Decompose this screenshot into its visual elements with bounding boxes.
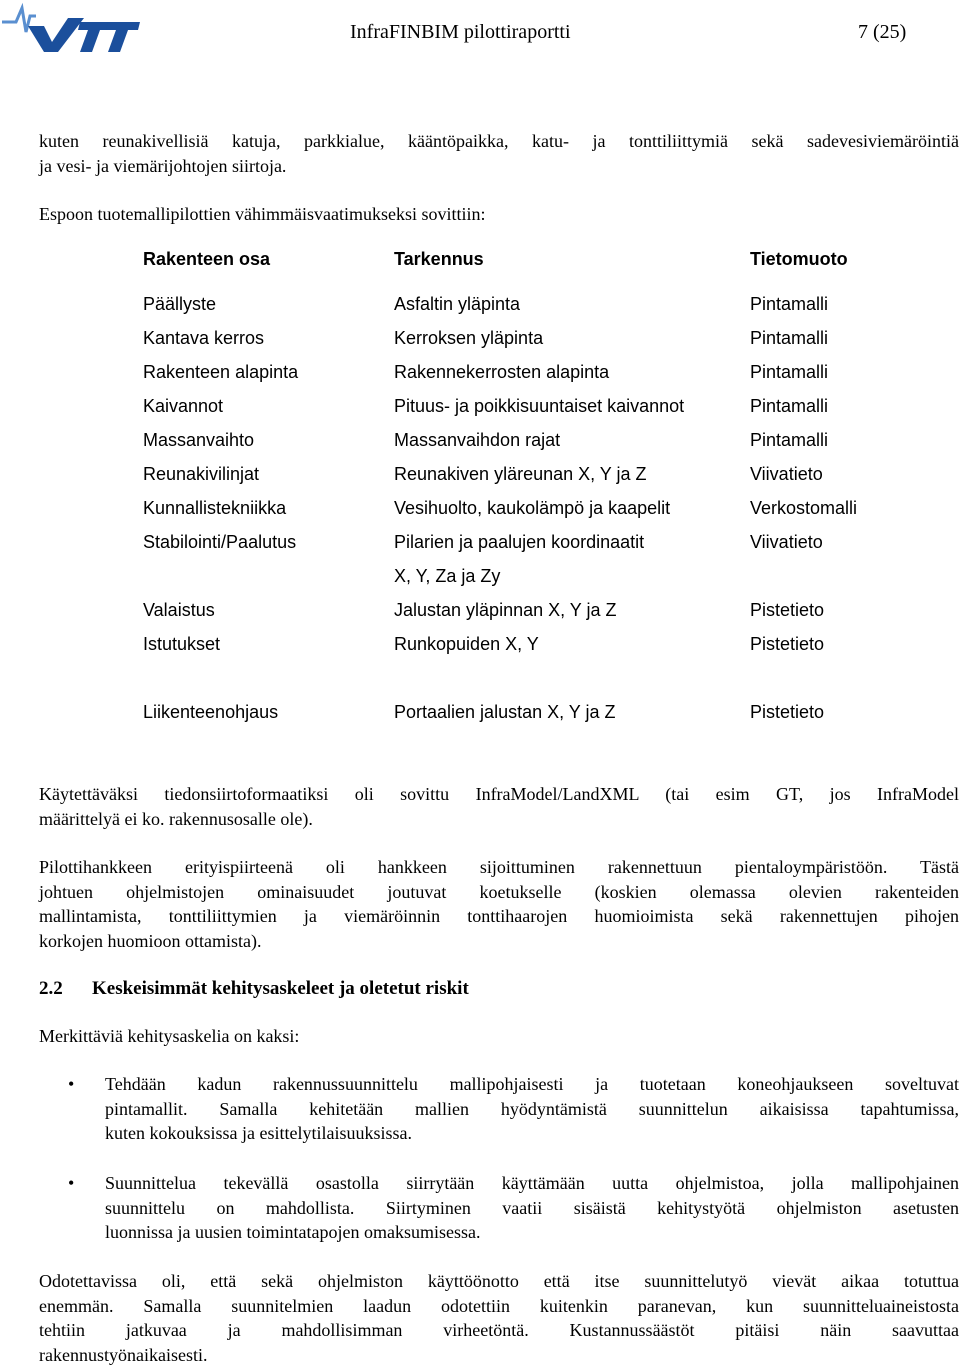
table-cell: Pistetieto [750,702,825,722]
bullet-item-2 [105,1171,959,1245]
bullet-2-line-1: Suunnittelua tekevällä osastolla siirrytään käyttämään uutta ohjelmistoa, jolla mallipohjainen [105,1173,959,1193]
table-cell: Runkopuiden X, Y [394,634,539,654]
table-cell: Rakenteen alapinta [143,362,299,382]
table-cell: Viivatieto [750,464,823,484]
table-cell: Pintamalli [750,328,829,348]
table-cell: Valaistus [143,600,215,620]
table-cell: Reunakivilinjat [143,464,260,484]
pilot-line-3: mallintamista, tonttiliittymien ja viemäröinnin tonttihaarojen huomioimista sekä rakennettujen pihojen [39,906,959,927]
table-cell: Kerroksen yläpinta [394,328,544,348]
format-line-2: määrittelyä ei ko. rakennusosalle ole). [39,808,313,829]
table-cell: Pilarien ja paalujen koordinaatit [394,532,645,552]
logo-t2 [106,22,140,52]
table-header-part: Rakenteen osa [143,249,271,269]
vtt-logo [0,0,145,60]
page-number: 7 (25) [858,21,907,43]
pilot-line-2: johtuen ohjelmistojen ominaisuudet joutuvat koetukselle (koskien olemassa olevien rakenteiden [39,881,959,902]
intro-line-2: ja vesi- ja viemärijohtojen siirtoja. [39,155,287,176]
intro-paragraph [39,129,959,178]
bullet-item-1 [105,1072,959,1146]
expect-line-4: rakennustyönaikaisesti. [39,1344,208,1365]
table-cell: Asfaltin yläpinta [394,294,521,314]
table-cell: Verkostomalli [750,498,858,518]
table-cell: Pintamalli [750,396,829,416]
bullet-icon: • [68,1173,75,1193]
pilot-line-1: Pilottihankkeen erityispiirteenä oli hankkeen sijoittuminen rakennettuun pientaloympäristöön. Tästä [39,857,959,877]
table-cell: Kaivannot [143,396,224,416]
table-cell: Reunakiven yläreunan X, Y ja Z [394,464,647,484]
section-title: Keskeisimmät kehitysaskeleet ja oletetut riskit [92,978,469,999]
table-cell: Portaalien jalustan X, Y ja Z [394,702,616,722]
pilot-line-4: korkojen huomioon ottamista). [39,930,262,951]
pilot-paragraph [39,855,959,953]
table-cell: Pituus- ja poikkisuuntaiset kaivannot [394,396,685,416]
table-cell: X, Y, Za ja Zy [394,566,501,586]
bullet-2-line-3: luonnissa ja uusien toimintatapojen omaksumisessa. [105,1222,481,1243]
expectation-paragraph [39,1269,959,1367]
table-header-format: Tietomuoto [750,249,848,269]
table-lead: Espoon tuotemallipilottien vähimmäisvaatimukseksi sovittiin: [39,204,486,224]
expect-line-1: Odotettavissa oli, että sekä ohjelmiston käyttöönotto että itse suunnittelutyö vievät aikaa totuttua [39,1271,959,1291]
table-cell: Pintamalli [750,294,829,314]
format-line-1: Käytettäväksi tiedonsiirtoformaatiksi oli sovittu InfraModel/LandXML (tai esim GT, jos InfraModel [39,784,959,804]
report-title: InfraFINBIM pilottiraportti [350,21,571,43]
table-cell: Pintamalli [750,362,829,382]
table-cell: Rakennekerrosten alapinta [394,362,610,382]
table-cell: Päällyste [143,294,217,314]
format-paragraph [39,782,959,831]
section-number: 2.2 [39,978,63,999]
table-cell: Istutukset [143,634,221,654]
table-cell: Kantava kerros [143,328,265,348]
intro-line-1: kuten reunakivellisiä katuja, parkkialue, kääntöpaikka, katu- ja tonttiliittymiä sekä sadevesiviemäröintiä [39,131,959,151]
expect-line-2: enemmän. Samalla suunnitelmien laadun odotettiin kuitenkin paranevan, kun suunnitteluaineistosta [39,1295,959,1316]
table-cell: Pistetieto [750,600,825,620]
bullet-1-line-3: kuten kokouksissa ja esittelytilaisuuksissa. [105,1123,412,1144]
table-cell: Stabilointi/Paalutus [143,532,297,552]
table-cell: Liikenteenohjaus [143,702,279,722]
table-cell: Jalustan yläpinnan X, Y ja Z [394,600,617,620]
bullet-2-line-2: suunnittelu on mahdollista. Siirtyminen vaatii sisäistä kehitystyötä ohjelmiston asetusten [105,1197,959,1218]
bullet-1-line-1: Tehdään kadun rakennussuunnittelu mallipohjaisesti ja tuotetaan koneohjaukseen soveltuvat [105,1074,959,1094]
bullet-1-line-2: pintamallit. Samalla kehitetään mallien hyödyntämistä suunnittelun aikaisissa tapahtumissa, [105,1098,959,1119]
bullet-icon: • [68,1074,75,1094]
table-cell: Massanvaihdon rajat [394,430,561,450]
table-cell: Pintamalli [750,430,829,450]
logo-v [28,18,84,52]
table-cell: Pistetieto [750,634,825,654]
table-cell: Massanvaihto [143,430,255,450]
table-header-detail: Tarkennus [394,249,484,269]
steps-intro: Merkittäviä kehitysaskelia on kaksi: [39,1026,300,1046]
table-cell: Vesihuolto, kaukolämpö ja kaapelit [394,498,671,518]
expect-line-3: tehtiin jatkuvaa ja mahdollisimman virheetöntä. Kustannussäästöt pitäisi näin saavuttaa [39,1320,959,1341]
table-cell: Viivatieto [750,532,823,552]
table-cell: Kunnallistekniikka [143,498,287,518]
